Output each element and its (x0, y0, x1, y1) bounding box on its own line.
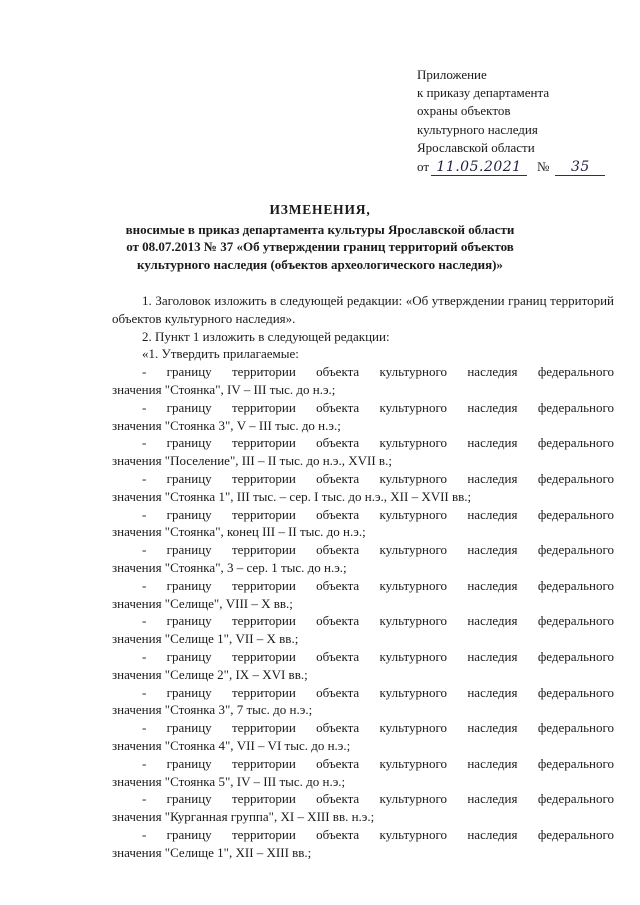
item-line-2: значения "Стоянка", конец III – II тыс. до н.э.; (112, 524, 366, 540)
item-line-2: значения "Стоянка 4", VII – VI тыс. до н.э.; (112, 737, 351, 753)
appendix-block (417, 66, 627, 176)
item-list (112, 363, 614, 861)
paragraph-1: 1. Заголовок изложить в следующей редакции: «Об утверждении границ территорий объектов культурного наследия». (112, 293, 614, 326)
item-line-2: значения "Стоянка 3", V – III тыс. до н.э.; (112, 417, 341, 433)
item-line-2: значения "Селище 2", IX – XVI вв.; (112, 666, 308, 682)
item-line-2: значения "Стоянка 1", III тыс. – сер. I тыс. до н.э., XII – XVII вв.; (112, 488, 472, 504)
list-item (112, 755, 614, 791)
item-line-2: значения "Селище", VIII – X вв.; (112, 595, 293, 611)
item-line-2: значения "Селище 1", XII – XIII вв.; (112, 844, 312, 860)
appendix-line: охраны объектов (417, 103, 511, 119)
item-line-1: - границу территории объекта культурного наследия федерального (142, 791, 614, 807)
list-item (112, 684, 614, 720)
list-item (112, 826, 614, 862)
order-date-number-line (417, 158, 627, 176)
appendix-line: Приложение (417, 67, 487, 82)
appendix-line: к приказу департамента (417, 85, 550, 101)
list-item (112, 790, 614, 826)
appendix-line: культурного наследия (417, 121, 538, 137)
list-item (112, 434, 614, 470)
list-item (112, 399, 614, 435)
item-line-1: - границу территории объекта культурного наследия федерального (142, 577, 614, 593)
date-prefix: от (417, 159, 430, 175)
item-line-1: - границу территории объекта культурного наследия федерального (142, 435, 614, 451)
item-line-1: - границу территории объекта культурного наследия федерального (142, 684, 614, 700)
list-item (112, 648, 614, 684)
paragraph-3: «1. Утвердить прилагаемые: (142, 346, 299, 362)
list-item (112, 719, 614, 755)
item-line-2: значения "Селище 1", VII – X вв.; (112, 631, 299, 647)
title-heading: ИЗМЕНЕНИЯ, (269, 202, 371, 217)
item-line-1: - границу территории объекта культурного наследия федерального (142, 364, 614, 380)
list-item (112, 577, 614, 613)
item-line-1: - границу территории объекта культурного наследия федерального (142, 613, 614, 629)
title-line: культурного наследия (объектов археологического наследия)» (137, 256, 503, 272)
item-line-1: - границу территории объекта культурного наследия федерального (142, 542, 614, 558)
item-line-2: значения "Курганная группа", XI – XIII вв. н.э.; (112, 809, 375, 825)
item-line-1: - границу территории объекта культурного наследия федерального (142, 506, 614, 522)
list-item (112, 612, 614, 648)
list-item (112, 541, 614, 577)
item-line-1: - границу территории объекта культурного наследия федерального (142, 399, 614, 415)
item-line-1: - границу территории объекта культурного наследия федерального (142, 470, 614, 486)
appendix-line: Ярославской области (417, 139, 535, 155)
item-line-1: - границу территории объекта культурного наследия федерального (142, 755, 614, 771)
title-line: от 08.07.2013 № 37 «Об утверждении границ территорий объектов (126, 239, 514, 255)
number-label: № (537, 159, 550, 175)
item-line-1: - границу территории объекта культурного наследия федерального (142, 648, 614, 664)
list-item (112, 470, 614, 506)
handwritten-date: 11.05.2021 (431, 160, 527, 176)
item-line-2: значения "Стоянка 5", IV – III тыс. до н.э.; (112, 773, 346, 789)
item-line-2: значения "Стоянка 3", 7 тыс. до н.э.; (112, 702, 313, 718)
list-item (112, 506, 614, 542)
item-line-1: - границу территории объекта культурного наследия федерального (142, 826, 614, 842)
document-body (112, 292, 614, 862)
title-line: вносимые в приказ департамента культуры Ярославской области (125, 221, 515, 237)
paragraph-2: 2. Пункт 1 изложить в следующей редакции: (142, 328, 390, 344)
item-line-2: значения "Стоянка", IV – III тыс. до н.э.; (112, 381, 336, 397)
item-line-1: - границу территории объекта культурного наследия федерального (142, 720, 614, 736)
list-item (112, 363, 614, 399)
handwritten-number: 35 (555, 160, 605, 176)
item-line-2: значения "Стоянка", 3 – сер. 1 тыс. до н.э.; (112, 559, 347, 575)
document-title (95, 201, 545, 273)
item-line-2: значения "Поселение", III – II тыс. до н.э., XVII в.; (112, 453, 392, 469)
